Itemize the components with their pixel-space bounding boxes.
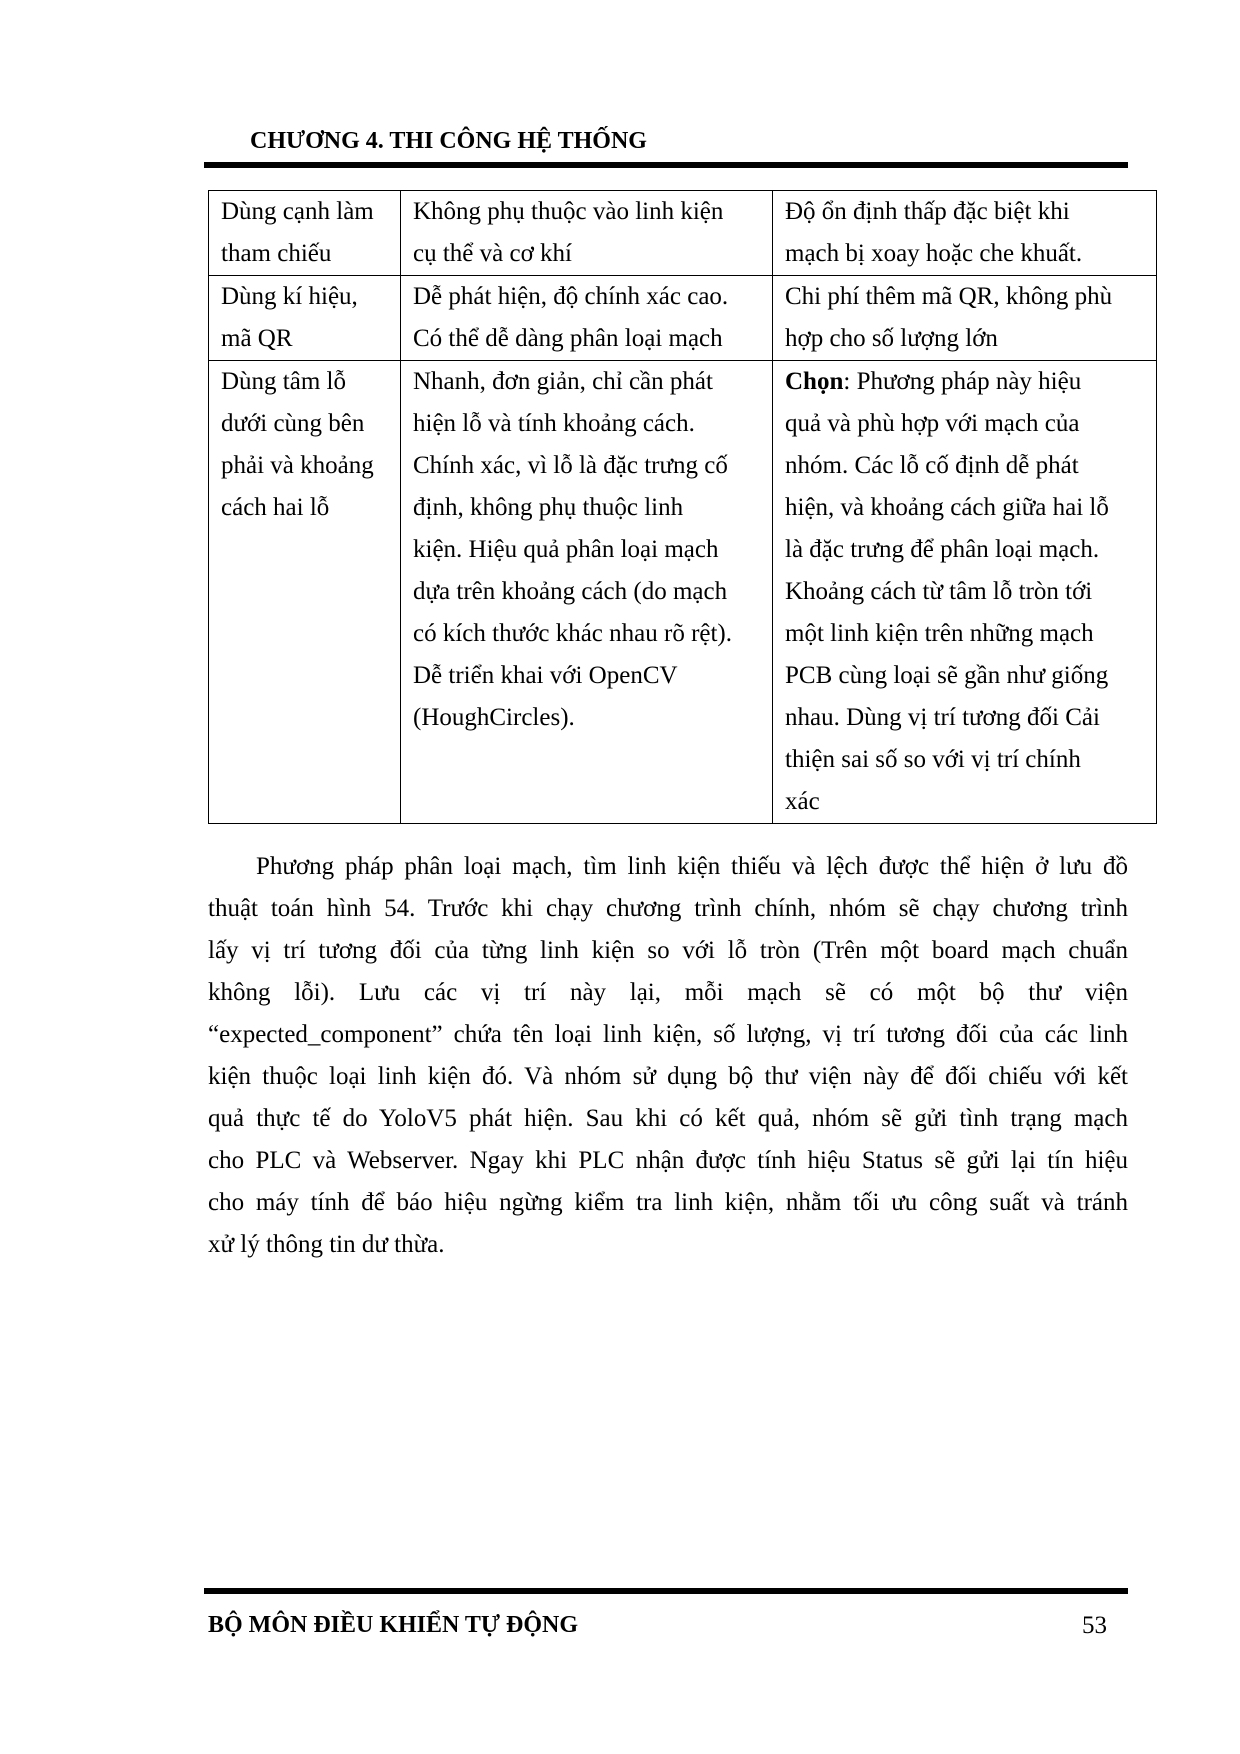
cell-line-text: : Phương pháp này hiệu: [843, 368, 1082, 395]
paragraph-line: kiện thuộc loại linh kiện đó. Và nhóm sử dụng bộ thư viện này để đối chiếu với kết: [208, 1063, 1128, 1090]
page-number: 53: [1082, 1612, 1107, 1639]
cell-line: Dễ triển khai với OpenCV: [413, 662, 678, 689]
cell-line: Có thể dễ dàng phân loại mạch: [413, 325, 723, 352]
cell-line: nhóm. Các lỗ cố định dễ phát: [785, 452, 1079, 479]
notes-cell: [773, 361, 1157, 824]
cell-line: định, không phụ thuộc linh: [413, 494, 684, 521]
cell-line: phải và khoảng: [221, 452, 374, 479]
paragraph-line: cho PLC và Webserver. Ngay khi PLC nhận được tính hiệu Status sẽ gửi lại tín hiệu: [208, 1147, 1128, 1174]
paragraph-line: quả thực tế do YoloV5 phát hiện. Sau khi có kết quả, nhóm sẽ gửi tình trạng mạch: [208, 1105, 1128, 1132]
cell-line: xác: [785, 788, 820, 815]
footer-rule: [204, 1588, 1128, 1594]
cell-line: Khoảng cách từ tâm lỗ tròn tới: [785, 578, 1093, 605]
paragraph-line: Phương pháp phân loại mạch, tìm linh kiện thiếu và lệch được thể hiện ở lưu đồ: [256, 853, 1128, 880]
cell-line: tham chiếu: [221, 240, 332, 267]
header-rule: [204, 162, 1128, 168]
cell-line: hợp cho số lượng lớn: [785, 325, 998, 352]
cell-line: hiện, và khoảng cách giữa hai lỗ: [785, 494, 1109, 521]
paragraph-line: lấy vị trí tương đối của từng linh kiện so với lỗ tròn (Trên một board mạch chuẩn: [208, 937, 1128, 964]
advantages-cell: [401, 361, 773, 824]
comparison-table: [208, 190, 1157, 824]
method-cell: [209, 191, 401, 276]
table-row: [209, 191, 1157, 276]
cell-line: mạch bị xoay hoặc che khuất.: [785, 240, 1083, 267]
cell-line: một linh kiện trên những mạch: [785, 620, 1094, 647]
cell-line: PCB cùng loại sẽ gần như giống: [785, 662, 1109, 689]
chosen-label: Chọn: [785, 368, 844, 395]
cell-line: Chính xác, vì lỗ là đặc trưng cố: [413, 452, 728, 479]
cell-line: quả và phù hợp với mạch của: [785, 410, 1080, 437]
advantages-cell: [401, 276, 773, 361]
cell-line: kiện. Hiệu quả phân loại mạch: [413, 536, 719, 563]
paragraph-line: xử lý thông tin dư thừa.: [208, 1231, 445, 1258]
cell-line: dựa trên khoảng cách (do mạch: [413, 578, 728, 605]
cell-line: Chi phí thêm mã QR, không phù: [785, 283, 1113, 310]
cell-line: hiện lỗ và tính khoảng cách.: [413, 410, 695, 437]
department-name: BỘ MÔN ĐIỀU KHIỂN TỰ ĐỘNG: [208, 1612, 579, 1638]
method-cell: [209, 361, 401, 824]
cell-line: là đặc trưng để phân loại mạch.: [785, 536, 1100, 563]
cell-line: Dễ phát hiện, độ chính xác cao.: [413, 283, 729, 310]
cell-line: Độ ổn định thấp đặc biệt khi: [785, 198, 1070, 225]
cell-line: dưới cùng bên: [221, 410, 365, 437]
cell-line: [785, 361, 1144, 403]
cell-line: cụ thể và cơ khí: [413, 240, 572, 267]
table-row: [209, 276, 1157, 361]
chapter-title: CHƯƠNG 4. THI CÔNG HỆ THỐNG: [250, 128, 647, 154]
notes-cell: [773, 191, 1157, 276]
cell-line: có kích thước khác nhau rõ rệt).: [413, 620, 733, 647]
cell-line: cách hai lỗ: [221, 494, 330, 521]
body-paragraph: [208, 846, 1128, 1266]
method-cell: [209, 276, 401, 361]
advantages-cell: [401, 191, 773, 276]
cell-line: thiện sai số so với vị trí chính: [785, 746, 1081, 773]
cell-line: Dùng tâm lỗ: [221, 368, 346, 395]
cell-line: Nhanh, đơn giản, chỉ cần phát: [413, 368, 713, 395]
paragraph-line: không lỗi). Lưu các vị trí này lại, mỗi mạch sẽ có một bộ thư viện: [208, 979, 1128, 1006]
paragraph-line: cho máy tính để báo hiệu ngừng kiểm tra linh kiện, nhằm tối ưu công suất và tránh: [208, 1189, 1128, 1216]
paragraph-line: “expected_component” chứa tên loại linh kiện, số lượng, vị trí tương đối của các linh: [208, 1021, 1128, 1048]
cell-line: nhau. Dùng vị trí tương đối Cải: [785, 704, 1100, 731]
cell-line: Không phụ thuộc vào linh kiện: [413, 198, 724, 225]
cell-line: Dùng kí hiệu,: [221, 283, 358, 310]
notes-cell: [773, 276, 1157, 361]
table-row: [209, 361, 1157, 824]
cell-line: mã QR: [221, 325, 293, 352]
cell-line: (HoughCircles).: [413, 704, 575, 731]
paragraph-line: thuật toán hình 54. Trước khi chạy chương trình chính, nhóm sẽ chạy chương trình: [208, 895, 1128, 922]
cell-line: Dùng cạnh làm: [221, 198, 374, 225]
